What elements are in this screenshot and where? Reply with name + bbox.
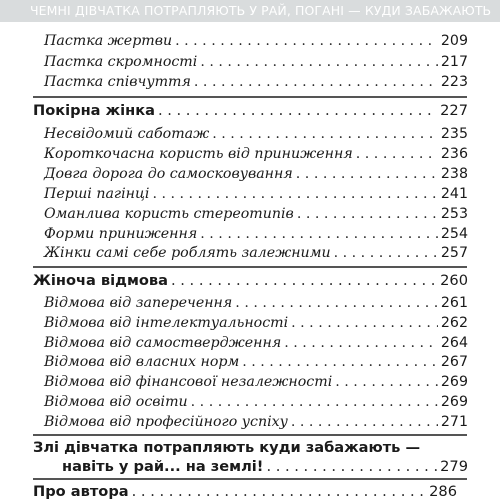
toc-entry-title: Перші пагінці <box>44 186 150 202</box>
section-divider <box>33 434 467 436</box>
toc-section-title: Покірна жінка <box>33 102 155 119</box>
toc-entry-page: 253 <box>440 206 468 222</box>
toc-entry-title: Несвідомий саботаж <box>44 126 210 142</box>
toc-entry-title: Пастка співчуття <box>44 74 191 90</box>
toc-entry[interactable] <box>44 54 468 70</box>
leader-dots <box>335 374 438 390</box>
toc-entry-title: Відмова від інтелектуальності <box>44 315 289 331</box>
leader-dots <box>212 126 438 142</box>
leader-dots <box>132 483 427 500</box>
leader-dots <box>297 206 438 222</box>
toc-entry-title: Пастка жертви <box>44 33 173 49</box>
toc-entry[interactable] <box>44 146 468 162</box>
toc-entry[interactable] <box>44 226 468 242</box>
toc-entry[interactable] <box>44 186 468 202</box>
leader-dots <box>266 458 437 475</box>
leader-dots <box>200 226 438 242</box>
running-header-title: ЧЕМНІ ДІВЧАТКА ПОТРАПЛЯЮТЬ У РАЙ, ПОГАНІ — КУДИ ЗАБАЖАЮТЬ <box>30 3 492 18</box>
toc-entry-page: 261 <box>440 295 468 311</box>
toc-section-title-line2: навіть у рай... на землі! <box>62 458 264 475</box>
toc-entry[interactable] <box>44 335 468 351</box>
toc-entry[interactable] <box>44 354 468 370</box>
toc-section[interactable] <box>33 102 468 119</box>
toc-entry[interactable] <box>44 33 468 49</box>
toc-section[interactable] <box>62 458 468 475</box>
leader-dots <box>291 414 438 430</box>
toc-entry-title: Відмова від заперечення <box>44 295 233 311</box>
leader-dots <box>191 394 438 410</box>
toc-entry-title: Пастка скромності <box>44 54 198 70</box>
leader-dots <box>200 54 438 70</box>
toc-entry[interactable] <box>44 295 468 311</box>
toc-entry-page: 269 <box>440 374 468 390</box>
toc-section-page: 279 <box>440 458 468 475</box>
toc-entry-title: Відмова від освіти <box>44 394 188 410</box>
leader-dots <box>158 102 437 119</box>
leader-dots <box>171 272 437 289</box>
toc-entry-title: Короткочасна користь від приниження <box>44 146 353 162</box>
running-header <box>0 0 500 22</box>
section-divider <box>33 96 467 98</box>
leader-dots <box>194 74 438 90</box>
toc-entry-page: 241 <box>440 186 468 202</box>
leader-dots <box>291 315 438 331</box>
toc-entry[interactable] <box>44 166 468 182</box>
toc-section-page: 227 <box>440 102 468 119</box>
toc-entry-page: 238 <box>440 166 468 182</box>
toc-entry-page: 217 <box>440 54 468 70</box>
toc-entry-page: 223 <box>440 74 468 90</box>
leader-dots <box>284 335 438 351</box>
toc-section-title: Про автора <box>33 483 129 500</box>
leader-dots <box>356 146 438 162</box>
leader-dots <box>296 166 438 182</box>
toc-entry[interactable] <box>44 126 468 142</box>
toc-section-page: 286 <box>429 483 457 500</box>
toc-section-title-line1[interactable]: Злі дівчатка потрапляють куди забажають — <box>33 439 421 456</box>
leader-dots <box>242 354 438 370</box>
toc-entry-title: Відмова від самоствердження <box>44 335 282 351</box>
toc-entry-page: 269 <box>440 394 468 410</box>
toc-entry[interactable] <box>44 315 468 331</box>
toc-entry-page: 264 <box>440 335 468 351</box>
toc-entry-title: Довга дорога до самосковування <box>44 166 293 182</box>
toc-entry-page: 267 <box>440 354 468 370</box>
leader-dots <box>152 186 437 202</box>
section-divider <box>33 478 467 480</box>
toc-section-page: 260 <box>440 272 468 289</box>
leader-dots <box>235 295 438 311</box>
toc-entry-page: 254 <box>440 226 468 242</box>
toc-entry-title: Форми приниження <box>44 226 198 242</box>
leader-dots <box>175 33 438 49</box>
toc-entry-title: Оманлива користь стереотипів <box>44 206 294 222</box>
toc-entry-page: 262 <box>440 315 468 331</box>
toc-entry[interactable] <box>44 245 468 261</box>
leader-dots <box>334 245 438 261</box>
toc-entry-page: 271 <box>440 414 468 430</box>
toc-entry-title: Жінки самі себе роблять залежними <box>44 245 331 261</box>
toc-entry[interactable] <box>44 414 468 430</box>
toc-section[interactable] <box>33 483 457 500</box>
toc-entry-page: 235 <box>440 126 468 142</box>
toc-entry-title: Відмова від власних норм <box>44 354 240 370</box>
toc-entry[interactable] <box>44 74 468 90</box>
toc-entry-title: Відмова від фінансової незалежності <box>44 374 333 390</box>
toc-entry[interactable] <box>44 206 468 222</box>
toc-entry-page: 236 <box>440 146 468 162</box>
toc-entry-page: 209 <box>440 33 468 49</box>
section-divider <box>33 266 467 268</box>
toc-section[interactable] <box>33 272 468 289</box>
toc-entry-title: Відмова від професійного успіху <box>44 414 288 430</box>
toc-entry-page: 257 <box>440 245 468 261</box>
toc-entry[interactable] <box>44 374 468 390</box>
toc-section-title: Жіноча відмова <box>33 272 168 289</box>
toc-entry[interactable] <box>44 394 468 410</box>
